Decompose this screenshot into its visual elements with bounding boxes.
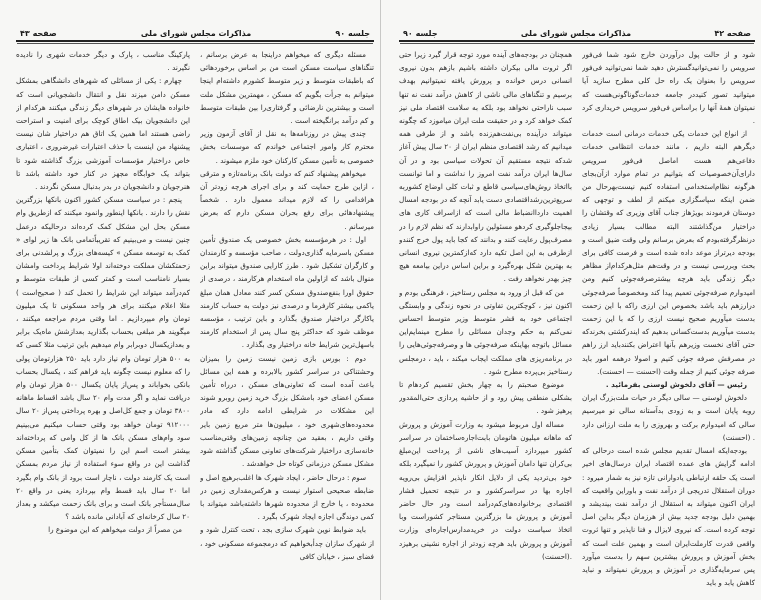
left-page-header (16, 26, 374, 42)
speaker-line: رئیس — آقای دلخوش لوسنی بفرمائید . (605, 380, 747, 390)
paragraph: سوم : درحال حاضر ، ایجاد شهرک ها اغلب‌برهیچ اصل و ضابطه صحیحی استوار نیست و هرکس‌مقداری زمین در محدوده ، یا خارج از محدوده شهرها داشته‌باشد میتواند با کمی دوندگی اجازه ایجاد شهرک بگیرد . (200, 472, 374, 522)
paragraph: دلخوش لوسنی — سالی دیگر در حیات ملت‌بزرگ ایران روبه پایان است و به زودی بدآستانه سالی نو میرسیم سالی که امیدوارم برکت و بهروزی را به ملت ارزانی دارد . (احسنت) (582, 393, 755, 442)
paragraph: مسئله دیگری که میخواهم دراینجا به عرض برسانم ، تنگناهای سیاست مسکن است من بر اساس برخوردهائی که باطبقات متوسط و زیر متوسط کشورم داشته‌ام اینجا میتوانم به جرأت بگویم که مسکن ، مهمترین مشکل ملت است و بیشترین نارضائی و گرفتاری‌را بین طبقات متوسط و کم درآمد برانگیخته است . (200, 50, 374, 126)
text-column-right (582, 48, 755, 589)
paragraph: موضوع صحبتم را به چهار بخش تقسیم کردهام تا بشکلی منطقی پیش رود و از حاشیه پردازی حتی‌المقدور پرهیز شود . (399, 380, 572, 416)
session-label: جلسه ۹۰ (335, 29, 370, 38)
text-column-right (200, 48, 374, 563)
paragraph: از انواع این خدمات یکی خدمات درمانی است خدمات دیگرهم البته داریم ، مانند خدمات انتظامی خدمات دفاعی‌هم هست اماصل فی‌فور سرویس دارای‌آن‌خصوصیات که بتوانیم در تمام موارد ازآن‌بجای هرگونه نظام‌استخدامی استفاده کنیم نیست‌بهرحال من ضمن اینکه سپاسگزاری میکنم از لطف و توجهی که دوستان فرمودند بویژهاز جناب آقای وزیری که وقتشان را دراختیار من‌گذاشتند البته مطالب بسیار زیادی درنظرگرفته‌بودم که بعرض برسانم ولی وقت ضیق است و بودجه دیرتراز موعد داده شده است و فرصت کافی برای بحث وبررسی نیست و در وقت‌هم مثل‌هرکدام‌از مظاهر دیگر زندگی باید هرچه بیشترصرفه‌جوئی کنیم ومن امیدوارم صرفه‌جوئی تعمیم پیدا کند ومخصوصاً صرفه‌جوئی درارزهم باید باشد بخصوص این ارزی راکه با این زحمت بدست میآوریم صحیح نیست ارزی را که با این زحمت بدست میآوریم بدست‌کسانی بدهیم که ایندرکشتی بخرند‌که حتی آقای نخست وزیرهم بآنها اعتراض بکنند‌باید ارز راهم در مصرفش صرفه جوئی کنیم و اصولا درهمه امور باید صرفه جوئی کنیم از جمله وقت (احسنت — احسنت). (582, 129, 755, 376)
paragraph: مساله اول مربوط میشود به وزارت آموزش و پرورش که ماهانه میلیون هاتومان بابت‌اجاره‌ساختمان در سراسر کشور میپردازد آسیب‌های ناشی از پرداخت این‌مبلغ بی‌کران تنها دامان آموزش و پرورش کشور را نمیگیرد بلکه خود بی‌تردید یکی از دلایل انکار ناپذیر افزایش بی‌رویه اجاره بها در سراسرکشور و در نتیجه تحمیل فشار اقتصادی برخانواده‌های‌کم‌درآمد است ودر حال حاضر آموزش و پرورش ما بزرگترین مستاجر کشوراست وبا اتخاذ سیاست دولت در خریدمدارس‌اجاره‌ای وزارت آموزش و پرورش باید هرچه زودتر از اجاره نشینی برهیزد .(احسنت) (399, 419, 572, 561)
left-page-columns (16, 48, 374, 563)
left-page (0, 0, 380, 600)
paragraph: شود و از حالت پول درآوردن خارج شود شما فی‌فور سرویس را نمی‌توانیدگسترش دهید شما نمی‌توانید فی‌فور سرویس را بعنوان یک راه حل کلی مطرح سازید آیا میتوانید تصور کنیددر جامعه خدمات‌گوناگونی‌هست که نمیتوان همهٔ آنها را براساس فی‌فور سرویس خریداری کرد . (582, 50, 755, 126)
paragraph: اول : در هرمؤسسه بخش خصوصی یک صندوق تأمین مسکن باسرمایه گذاری‌دولت ، صاحب مؤسسه و کارمندان و کارگران تشکیل شود . طرز کارایی صندوق میتواند براین منوال باشد که ازاولین ماه استخدام هرکارمند ، درصدی از حقوق اورا بنفع‌صندوق مسکن کسر کنند معادل همان مبلغ یاکمی بیشتر کارفرما و درصدی نیز دولت به حساب کارمند یاکارگر دراختیار صندوق بگذارد و باین ترتیب ، مؤسسه موظف شود که حداکثر پنج سال پس از استخدام کارمند باسهل‌ترین شرایط خانه دراختیار وی بگذارد . (200, 234, 374, 350)
proceedings-title: مذاکرات مجلس شورای ملی (140, 29, 252, 38)
paragraph: بودجه‌ایکه امسال تقدیم مجلس شده است درحالی که ادامه گرایش های عمده اقتصاد ایران درسال‌های اخیر است یک حلقه ارتباطی یادوارانی تازه نیز به شمار میرود : دوران استقلال تدریجی از درآمد نفت و باوراین واقعیت که ایران اکنون میتواند به استقلال از درآمد نفت بیندیشد و بهمین دلیل بودجه جدید بیش از هرزمان دیگر بداین اصل توجه کرده است. که نیروی لایزال و فنا ناپذیر و تنها ثروت واقعی قدرت کارملت‌ایران است و بهمین علت است که بخش آموزش و پرورش بیشترین سهم را بدست میآورد پس سرمایه‌گذاری در آموزش و پرورش نمیتواند و نباید کاهش یابد و باید (582, 446, 755, 588)
paragraph: همچنان در بودجه‌های آینده مورد توجه قرار گیرد زیرا حتی اگر ثروت مالی بیکران داشته باشیم بازهم بدون نیروی انسانی درس خوانده و پرورش یافته نمیتوانیم بهدف برسیم و تنگناهای مالی ناشی از کاهش درآمد نفت نه تنها سبب ناراحتی نخواهد بود بلکه به سلامت اقتصاد ملی نیز کمک خواهد کرد و در حقیقت ملت ایران میاموزد که چگونه میتواند درآینده بی‌نفت‌هم‌زنده باشد و از طرفی همه میدانیم که رشد اقتصادی منظم ایران از ۲۰ سال پیش آغاز شدکه نتیجه مستقیم آن تحولات سیاسی بود و در آن سال‌ها ایران درآمد نفت امروز را نداشت و اما توانست بااتخاذ روش‌های‌سیاسی قاطع و ثبات کلی اوضاع کشوربه سریع‌ترین‌رشداقتصادی دست یابد آنچه که در بودجه امسال اهمیت دارداانضباط مالی است که ازاسراف کاری های بیجاجلوگیری کردهو مسئولین راوابدارند که نظم لازم را در مصرف‌پول رعایت کنند و بدانند که کجا باید پول خرج کنندو ازطرفی به این اصل تکیه دارد که‌ازکمترین نیروی انسانی به بهترین شکل بهره‌گیرد و براین اساس دراین بیامعه هیچ چیز بهدر نخواهد رفت . (399, 50, 572, 284)
text-column-left (16, 48, 190, 563)
page-number: صفحه ۴۲ (714, 29, 751, 38)
paragraph: میخواهم پیشنهاد کنم که دولت بانک برنامه‌تازه و مترقی ، ازاین طرح حمایت کند و برای اجرای هرچه زودتر آن هرافدامی را که لازم میداند معمول دارد . شخصاً پیشنهادهائی برای رفع بحران مسکن دارم که بعرض میرسانم . (200, 168, 374, 231)
paragraph: دوم : بورس بازی زمین نیست زمین را بمیزان وحشتناکی در سراسر کشور بالابرده و همه این مسائل باعث آمده است که تعاونی‌های مسکن ، درراه تأمین مسکن اعضای خود بامشکل بزرگ خرید زمین روبرو شوند این مشکلات در شرایطی ادامه دارد که مادر محدوده‌های‌شهری خود ، میلیون‌ها متر مربع زمین بایر وقتی داریم ، بعقید من چنانچه زمین‌های وقتی‌مناسب خانه‌سازی دراختیار شرکت‌های تعاونی مسکن گذاشته شود مشکل مسکن درزمانی کوتاه حل خواهدشد . (200, 353, 374, 469)
paragraph: پنجم : در سیاست مسکن کشور اکنون بانکها بزرگترین نقش را دارند . بانکها اینطور وانمود میکنند که ازطریق وام مسکن بحل این مشکل کمک کرده‌اند درحالیکه درعمل چنین نیست و می‌بینیم که تقریباًتمامی بانک ها زیر لوای « کمک به توسعه مسکن » کیسه‌های بزرگ و پرلشدنی برای زحمتکشان مملکت دوخته‌اند اولا شرایط پرداخت وامشان بسیار نامناسب است و کمتر کسی از طبقات متوسط و کم‌درآمد میتواند این شرایط را تحمل کند ( صحیح‌است ) مثلا اعلام میکنند برای هر واحد مسکونی تا یک میلیون تومان وام میپردازیم . اما وقتی مردم مراجعه میکنند ، میگویند هر مبلغی بحساب بگذارید بعدازشش ماه‌یک برابر و بعدازیکسال دوبرابر وام میدهیم باین ترتیب مثلا کسی که به ۵۰۰ هزار تومان وام نیاز دارد باید ۲۵۰ هزارتومان پولی را که معلوم نیست چگونه باید فراهم کند ، یکسال بحساب بانکی بخواباند و پس‌از پایان یکسال ۵۰۰ هزار تومان وام دریافت نماید و اگر مدت وام ۲۰ سال باشد اقساط ماهانه ۳۸۰۰ تومان و جمع کل‌اصل و بهره پرداختی پس‌از ۲۰ سال ۹۱۲۰۰۰ تومان خواهد بود وقتی حساب میکنیم می‌بینیم سود وام‌های مسکن بانک ها از کل وامی که پرداخته‌اند بیشتر است اسم این را نمیتوان کمک بتأمین مسکن گذاشت این در واقع سوء استفاده از نیاز مردم بمسکن است یک کارمند دولت ، ناچار است برود از بانک وام بگیرد اما ۲۰ سال باید قسط وام بپردازد یعنی در واقع ۲۰ سال‌مستأجر بانک است و برای بانک زحمت میکشد و بعداز ۲۰ سال کرخانه‌ای که آبادانی مانده باشد ؟ (16, 195, 190, 522)
paragraph: من مصراً از دولت میخواهم که این موضوع را (48, 525, 182, 535)
paragraph: چهارم : یکی از مسائلی که شهرهای دانشگاهی بمشکل مسکن دامن میزند نقل و انتقال دانشجویانی است که خانواده هایشان در شهرهای دیگر زندگی میکنند هرکدام از این دانشجویان بیک اطاق کوچک برای امنیت و استراحت راضی هستند اما همین یک اتاق هم دراختیار شان نیست پیشنهاد من اینست با حذف اعتبارات غیرضروری ، اعتباری خاص دراختیار مؤسسات آموزشی بزرگ گذاشته شود تا بتواند یک خوابگاه مجهز در کنار خود داشته باشد تا هنرجویان و دانشجویان در بدر بدنبال مسکن نگردند . (16, 76, 190, 192)
page-number: صفحه ۴۳ (20, 29, 57, 38)
paragraph: من که قبل از ورود به مجلس رستاخیز ، فرهنگی بودم و اکنون نیز ، کوچکترین تفاوتی در نحوه زندگی و وابستگی اجتماعی خود به قشر متوسط وزیر متوسط احساس نمی‌کنم به حکم وجدان مسائلی را مطرح مینمایم‌این مسائل باتوجه بهاینکه صرفه‌جوئی ها و وصرفه‌جوئی‌هایی را در برنامه‌ریزی های مملکت ایجاب میکند ، باید ، درمجلس رستاخیز بی‌پرده مطرح شود . (399, 287, 572, 376)
paragraph: پارکینگ مناسب ، پارک و دیگر خدمات شهری را نادیده نگیرند . (16, 50, 190, 73)
proceedings-title: مذاکرات مجلس شورای ملی (520, 29, 632, 38)
text-column-left (399, 48, 572, 589)
right-page-header (399, 26, 755, 42)
right-page (380, 0, 761, 600)
session-label: جلسه ۹۰ (403, 29, 438, 38)
paragraph: چندی پیش در روزنامه‌ها به نقل از آقای آزمون وزیر محترم کار وامور اجتماعی خواندم که موسسات بخش خصوصی به تأمین مسکن کارکنان خود ملزم میشوند . (200, 129, 374, 165)
right-page-columns (399, 48, 755, 589)
paragraph: باید ضوابط نوین شهرک سازی بجد ، تحت کنترل شود و از شهرک سازان چدأبخواهیم که درمجموعه مسکونی خود ، فضای سبز ، خیابان کافی (200, 525, 374, 561)
